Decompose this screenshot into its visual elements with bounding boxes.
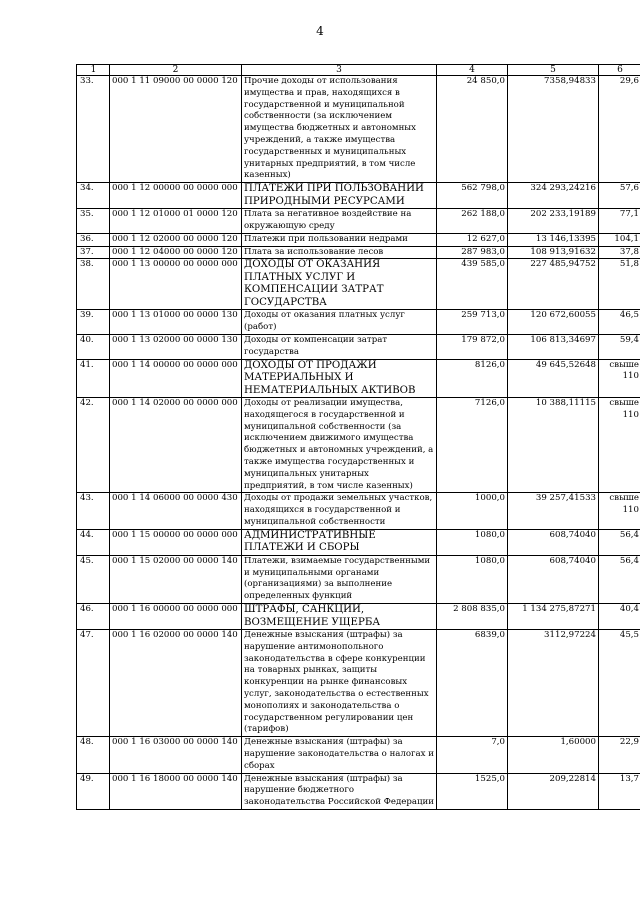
- page-number: 4: [316, 24, 324, 38]
- budget-code: 000 1 12 04000 00 0000 120: [110, 246, 242, 259]
- percent-executed: 59,4: [599, 334, 640, 359]
- row-number: 33.: [77, 76, 110, 183]
- row-number: 46.: [77, 604, 110, 630]
- plan-amount: 287 983,0: [437, 246, 508, 259]
- revenue-name: АДМИНИСТРАТИВНЫЕ ПЛАТЕЖИ И СБОРЫ: [242, 529, 437, 555]
- revenue-name: Доходы от реализации имущества, находящегося в государственной и муниципальной собственности (за исключением движимого имущества бюджетных и автономных учреждений, а также имущества государственных и муниципальных унитарных предприятий, в том числе казенных): [242, 398, 437, 493]
- plan-amount: 259 713,0: [437, 310, 508, 335]
- budget-code: 000 1 14 00000 00 0000 000: [110, 359, 242, 398]
- revenue-name: Платежи, взимаемые государственными и муниципальными органами (организациями) за выполнение определенных функций: [242, 555, 437, 603]
- revenue-name: ШТРАФЫ, САНКЦИИ, ВОЗМЕЩЕНИЕ УЩЕРБА: [242, 604, 437, 630]
- budget-code: 000 1 15 02000 00 0000 140: [110, 555, 242, 603]
- table-row: [77, 398, 640, 493]
- plan-amount: 8126,0: [437, 359, 508, 398]
- actual-amount: 39 257,41533: [508, 493, 599, 529]
- plan-amount: 1000,0: [437, 493, 508, 529]
- row-number: 41.: [77, 359, 110, 398]
- actual-amount: 1,60000: [508, 737, 599, 773]
- revenue-name: ДОХОДЫ ОТ ОКАЗАНИЯ ПЛАТНЫХ УСЛУГ И КОМПЕНСАЦИИ ЗАТРАТ ГОСУДАРСТВА: [242, 259, 437, 310]
- revenue-name: Денежные взыскания (штрафы) за нарушение бюджетного законодательства Российской Федерации: [242, 773, 437, 809]
- percent-executed: 46,5: [599, 310, 640, 335]
- row-number: 42.: [77, 398, 110, 493]
- budget-code: 000 1 12 00000 00 0000 000: [110, 183, 242, 209]
- header-cell: 6: [599, 65, 640, 76]
- plan-amount: 24 850,0: [437, 76, 508, 183]
- row-number: 36.: [77, 233, 110, 246]
- plan-amount: 7126,0: [437, 398, 508, 493]
- table-row: [77, 529, 640, 555]
- plan-amount: 439 585,0: [437, 259, 508, 310]
- table-row: [77, 209, 640, 234]
- revenue-table: [76, 64, 640, 810]
- plan-amount: 1080,0: [437, 555, 508, 603]
- table-row: [77, 183, 640, 209]
- plan-amount: 562 798,0: [437, 183, 508, 209]
- plan-amount: 6839,0: [437, 630, 508, 737]
- header-cell: 5: [508, 65, 599, 76]
- row-number: 35.: [77, 209, 110, 234]
- plan-amount: 1525,0: [437, 773, 508, 809]
- percent-executed: 40,4: [599, 604, 640, 630]
- actual-amount: 608,74040: [508, 555, 599, 603]
- budget-code: 000 1 15 00000 00 0000 000: [110, 529, 242, 555]
- budget-code: 000 1 13 02000 00 0000 130: [110, 334, 242, 359]
- row-number: 49.: [77, 773, 110, 809]
- actual-amount: 209,22814: [508, 773, 599, 809]
- row-number: 48.: [77, 737, 110, 773]
- percent-executed: 77,1: [599, 209, 640, 234]
- row-number: 45.: [77, 555, 110, 603]
- actual-amount: 3112,97224: [508, 630, 599, 737]
- percent-executed: 37,8: [599, 246, 640, 259]
- revenue-name: ПЛАТЕЖИ ПРИ ПОЛЬЗОВАНИИ ПРИРОДНЫМИ РЕСУРСАМИ: [242, 183, 437, 209]
- revenue-name: Прочие доходы от использования имущества и прав, находящихся в государственной и муниципальной собственности (за исключением имущества бюджетных и автономных учреждений, а также имущества государственных и муниципальных унитарных предприятий, в том числе казенных): [242, 76, 437, 183]
- plan-amount: 2 808 835,0: [437, 604, 508, 630]
- plan-amount: 12 627,0: [437, 233, 508, 246]
- row-number: 38.: [77, 259, 110, 310]
- table-row: [77, 773, 640, 809]
- percent-executed: 57,6: [599, 183, 640, 209]
- header-cell: 3: [242, 65, 437, 76]
- table-row: [77, 259, 640, 310]
- revenue-name: Денежные взыскания (штрафы) за нарушение законодательства о налогах и сборах: [242, 737, 437, 773]
- actual-amount: 227 485,94752: [508, 259, 599, 310]
- actual-amount: 202 233,19189: [508, 209, 599, 234]
- revenue-name: Плата за использование лесов: [242, 246, 437, 259]
- actual-amount: 7358,94833: [508, 76, 599, 183]
- table-row: [77, 630, 640, 737]
- actual-amount: 1 134 275,87271: [508, 604, 599, 630]
- table-row: [77, 310, 640, 335]
- percent-executed: 104,1: [599, 233, 640, 246]
- plan-amount: 1080,0: [437, 529, 508, 555]
- revenue-name: ДОХОДЫ ОТ ПРОДАЖИ МАТЕРИАЛЬНЫХ И НЕМАТЕРИАЛЬНЫХ АКТИВОВ: [242, 359, 437, 398]
- plan-amount: 179 872,0: [437, 334, 508, 359]
- actual-amount: 49 645,52648: [508, 359, 599, 398]
- plan-amount: 262 188,0: [437, 209, 508, 234]
- table-row: [77, 555, 640, 603]
- budget-code: 000 1 12 01000 01 0000 120: [110, 209, 242, 234]
- budget-code: 000 1 12 02000 00 0000 120: [110, 233, 242, 246]
- budget-code: 000 1 16 00000 00 0000 000: [110, 604, 242, 630]
- percent-executed: 56,4: [599, 555, 640, 603]
- table-row: [77, 737, 640, 773]
- row-number: 39.: [77, 310, 110, 335]
- actual-amount: 120 672,60055: [508, 310, 599, 335]
- percent-executed: 56,4: [599, 529, 640, 555]
- table-row: [77, 233, 640, 246]
- budget-code: 000 1 16 02000 00 0000 140: [110, 630, 242, 737]
- actual-amount: 608,74040: [508, 529, 599, 555]
- row-number: 44.: [77, 529, 110, 555]
- revenue-name: Доходы от компенсации затрат государства: [242, 334, 437, 359]
- percent-executed: 13,7: [599, 773, 640, 809]
- budget-code: 000 1 16 03000 00 0000 140: [110, 737, 242, 773]
- table-row: [77, 246, 640, 259]
- actual-amount: 106 813,34697: [508, 334, 599, 359]
- revenue-name: Доходы от продажи земельных участков, находящихся в государственной и муниципальной собственности: [242, 493, 437, 529]
- row-number: 37.: [77, 246, 110, 259]
- header-cell: 4: [437, 65, 508, 76]
- revenue-name: Денежные взыскания (штрафы) за нарушение антимонопольного законодательства в сфере конкуренции на товарных рынках, защиты конкуренции на рынке финансовых услуг, законодательства о естественных монополиях и законодательства о государственном регулировании цен (тарифов): [242, 630, 437, 737]
- percent-executed: свыше 110: [599, 398, 640, 493]
- row-number: 40.: [77, 334, 110, 359]
- revenue-name: Платежи при пользовании недрами: [242, 233, 437, 246]
- percent-executed: 45,5: [599, 630, 640, 737]
- budget-code: 000 1 14 02000 00 0000 000: [110, 398, 242, 493]
- budget-code: 000 1 13 00000 00 0000 000: [110, 259, 242, 310]
- percent-executed: свыше 110: [599, 493, 640, 529]
- row-number: 47.: [77, 630, 110, 737]
- actual-amount: 108 913,91632: [508, 246, 599, 259]
- plan-amount: 7,0: [437, 737, 508, 773]
- actual-amount: 13 146,13395: [508, 233, 599, 246]
- table-row: [77, 604, 640, 630]
- header-cell: 2: [110, 65, 242, 76]
- table-header-row: [77, 65, 640, 76]
- table-row: [77, 359, 640, 398]
- percent-executed: 29,6: [599, 76, 640, 183]
- budget-code: 000 1 16 18000 00 0000 140: [110, 773, 242, 809]
- budget-code: 000 1 13 01000 00 0000 130: [110, 310, 242, 335]
- table-row: [77, 493, 640, 529]
- percent-executed: свыше 110: [599, 359, 640, 398]
- revenue-name: Доходы от оказания платных услуг (работ): [242, 310, 437, 335]
- row-number: 34.: [77, 183, 110, 209]
- table-row: [77, 334, 640, 359]
- percent-executed: 51,8: [599, 259, 640, 310]
- percent-executed: 22,9: [599, 737, 640, 773]
- actual-amount: 324 293,24216: [508, 183, 599, 209]
- header-cell: 1: [77, 65, 110, 76]
- revenue-name: Плата за негативное воздействие на окружающую среду: [242, 209, 437, 234]
- budget-code: 000 1 14 06000 00 0000 430: [110, 493, 242, 529]
- actual-amount: 10 388,11115: [508, 398, 599, 493]
- table-row: [77, 76, 640, 183]
- row-number: 43.: [77, 493, 110, 529]
- budget-code: 000 1 11 09000 00 0000 120: [110, 76, 242, 183]
